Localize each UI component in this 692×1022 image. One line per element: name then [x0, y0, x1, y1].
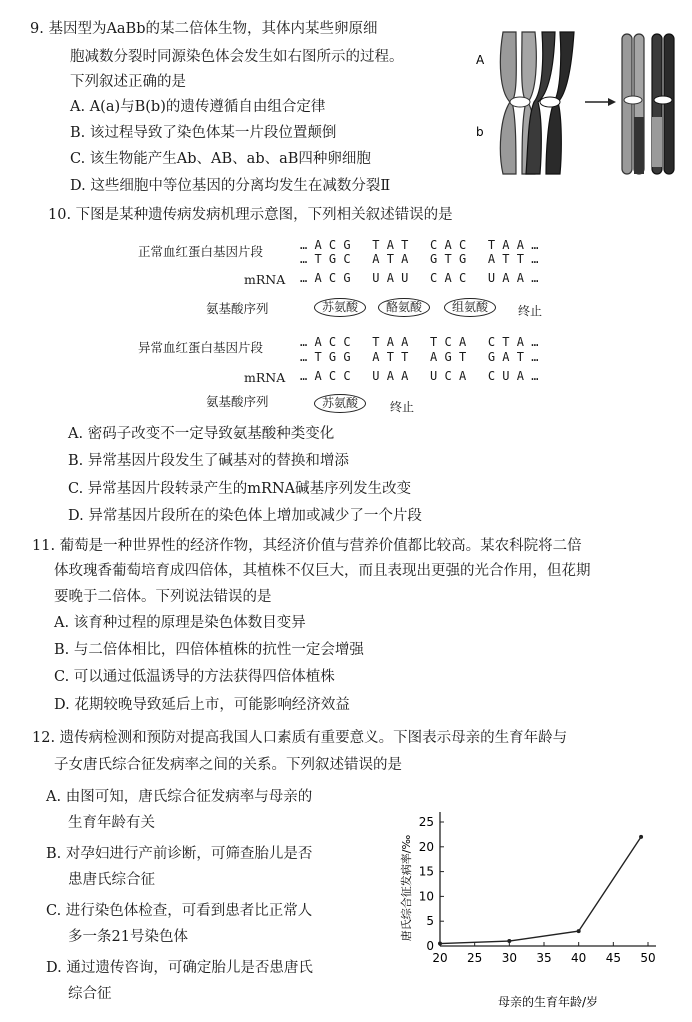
q11-option-c: C. 可以通过低温诱导的方法获得四倍体植株	[54, 669, 335, 685]
abnormal-aa-1: 苏氨酸	[314, 394, 366, 413]
q12-stem-line-1: 12. 遗传病检测和预防对提高我国人口素质有重要意义。下图表示母亲的生育年龄与	[32, 730, 568, 746]
label-a: A	[476, 53, 485, 67]
q9-option-b: B. 该过程导致了染色体某一片段位置颠倒	[70, 125, 337, 141]
x-axis-label: 母亲的生育年龄/岁	[497, 995, 599, 1009]
q12-stem-line-2: 子女唐氏综合征发病率之间的关系。下列叙述错误的是	[54, 757, 402, 773]
abnormal-mrna: … A C C U A A U C A C U A …	[300, 369, 539, 383]
q11-option-d: D. 花期较晚导致延后上市，可能影响经济效益	[54, 697, 350, 713]
x-tick-label: 20	[432, 951, 448, 965]
normal-strand-2: … T G C A T A G T G A T T …	[300, 252, 539, 266]
homologous-pair-before	[500, 32, 574, 174]
abnormal-gene-label: 异常血红蛋白基因片段	[138, 340, 264, 355]
abnormal-stop: 终止	[390, 400, 415, 414]
normal-aa-2: 酪氨酸	[378, 298, 430, 317]
q12-option-a-line-1: A. 由图可知，唐氏综合征发病率与母亲的	[46, 789, 313, 805]
normal-aa-label: 氨基酸序列	[206, 301, 269, 316]
q9-stem-line-3: 下列叙述正确的是	[70, 74, 186, 90]
q12-option-b-line-1: B. 对孕妇进行产前诊断，可筛查胎儿是否	[46, 846, 313, 862]
q9-option-a: A. A(a)与B(b)的遗传遵循自由组合定律	[70, 99, 326, 115]
q12-option-a-line-2: 生育年龄有关	[68, 815, 155, 831]
q10-option-a: A. 密码子改变不一定导致氨基酸种类变化	[68, 426, 335, 442]
q10-option-b: B. 异常基因片段发生了碱基对的替换和增添	[68, 453, 349, 469]
x-tick-label: 50	[640, 951, 656, 965]
y-tick-label: 5	[426, 914, 434, 929]
q12-option-c-line-2: 多一条21号染色体	[68, 929, 188, 945]
abnormal-aa-label: 氨基酸序列	[206, 394, 269, 409]
q12-option-c-line-1: C. 进行染色体检查，可看到患者比正常人	[46, 903, 313, 919]
down-syndrome-chart	[390, 800, 680, 1015]
data-point	[577, 929, 581, 933]
data-point	[507, 939, 511, 943]
q10-option-d: D. 异常基因片段所在的染色体上增加或减少了一个片段	[68, 508, 422, 524]
x-tick-label: 25	[467, 951, 483, 965]
q12-option-d-line-2: 综合征	[68, 986, 112, 1002]
y-axis-label: 唐氏综合征发病率/‰	[400, 834, 413, 942]
x-tick-label: 45	[605, 951, 621, 965]
abnormal-mrna-label: mRNA	[244, 370, 286, 385]
q11-stem-line-2: 体玫瑰香葡萄培育成四倍体，其植株不仅巨大，而且表现出更强的光合作用，但花期	[54, 563, 591, 579]
normal-gene-label: 正常血红蛋白基因片段	[138, 244, 264, 259]
normal-mrna: … A C G U A U C A C U A A …	[300, 271, 539, 285]
y-tick-label: 20	[418, 839, 434, 854]
abnormal-strand-2: … T G G A T T A G T G A T …	[300, 350, 539, 364]
homologous-pair-after	[622, 34, 674, 174]
q9-stem-line-2: 胞减数分裂时同源染色体会发生如右图所示的过程。	[70, 49, 404, 65]
x-tick-label: 30	[501, 951, 517, 965]
normal-stop: 终止	[518, 304, 543, 318]
q9-option-d: D. 这些细胞中等位基因的分离均发生在减数分裂Ⅱ	[70, 178, 391, 194]
series-line	[440, 837, 641, 944]
q9-option-c: C. 该生物能产生Ab、AB、ab、aB四种卵细胞	[70, 151, 371, 167]
q10-option-c: C. 异常基因片段转录产生的mRNA碱基序列发生改变	[68, 481, 412, 497]
q11-option-a: A. 该育种过程的原理是染色体数目变异	[54, 615, 306, 631]
y-tick-label: 25	[418, 815, 434, 829]
label-b: b	[476, 125, 484, 139]
chromosome-crossover-figure	[470, 22, 680, 182]
q11-stem-line-1: 11. 葡萄是一种世界性的经济作物，其经济价值与营养价值都比较高。某农科院将二倍	[32, 538, 582, 554]
q9-stem-line-1: 9. 基因型为AaBb的某二倍体生物，其体内某些卵原细	[30, 21, 378, 37]
data-point	[639, 835, 643, 839]
q12-option-b-line-2: 患唐氏综合征	[68, 872, 155, 888]
q10-stem: 10. 下图是某种遗传病发病机理示意图，下列相关叙述错误的是	[48, 207, 453, 223]
x-tick-label: 40	[571, 951, 587, 965]
q11-option-b: B. 与二倍体相比，四倍体植株的抗性一定会增强	[54, 642, 364, 658]
data-point	[438, 942, 442, 946]
y-tick-label: 0	[426, 939, 434, 953]
y-tick-label: 15	[418, 864, 434, 879]
x-tick-label: 35	[536, 951, 552, 965]
q11-stem-line-3: 要晚于二倍体。下列说法错误的是	[54, 589, 272, 605]
q12-option-d-line-1: D. 通过遗传咨询，可确定胎儿是否患唐氏	[46, 960, 313, 976]
normal-mrna-label: mRNA	[244, 272, 286, 287]
abnormal-strand-1: … A C C T A A T C A C T A …	[300, 335, 539, 349]
y-tick-label: 10	[418, 889, 434, 904]
normal-aa-1: 苏氨酸	[314, 298, 366, 317]
normal-strand-1: … A C G T A T C A C T A A …	[300, 238, 539, 252]
normal-aa-3: 组氨酸	[444, 298, 496, 317]
